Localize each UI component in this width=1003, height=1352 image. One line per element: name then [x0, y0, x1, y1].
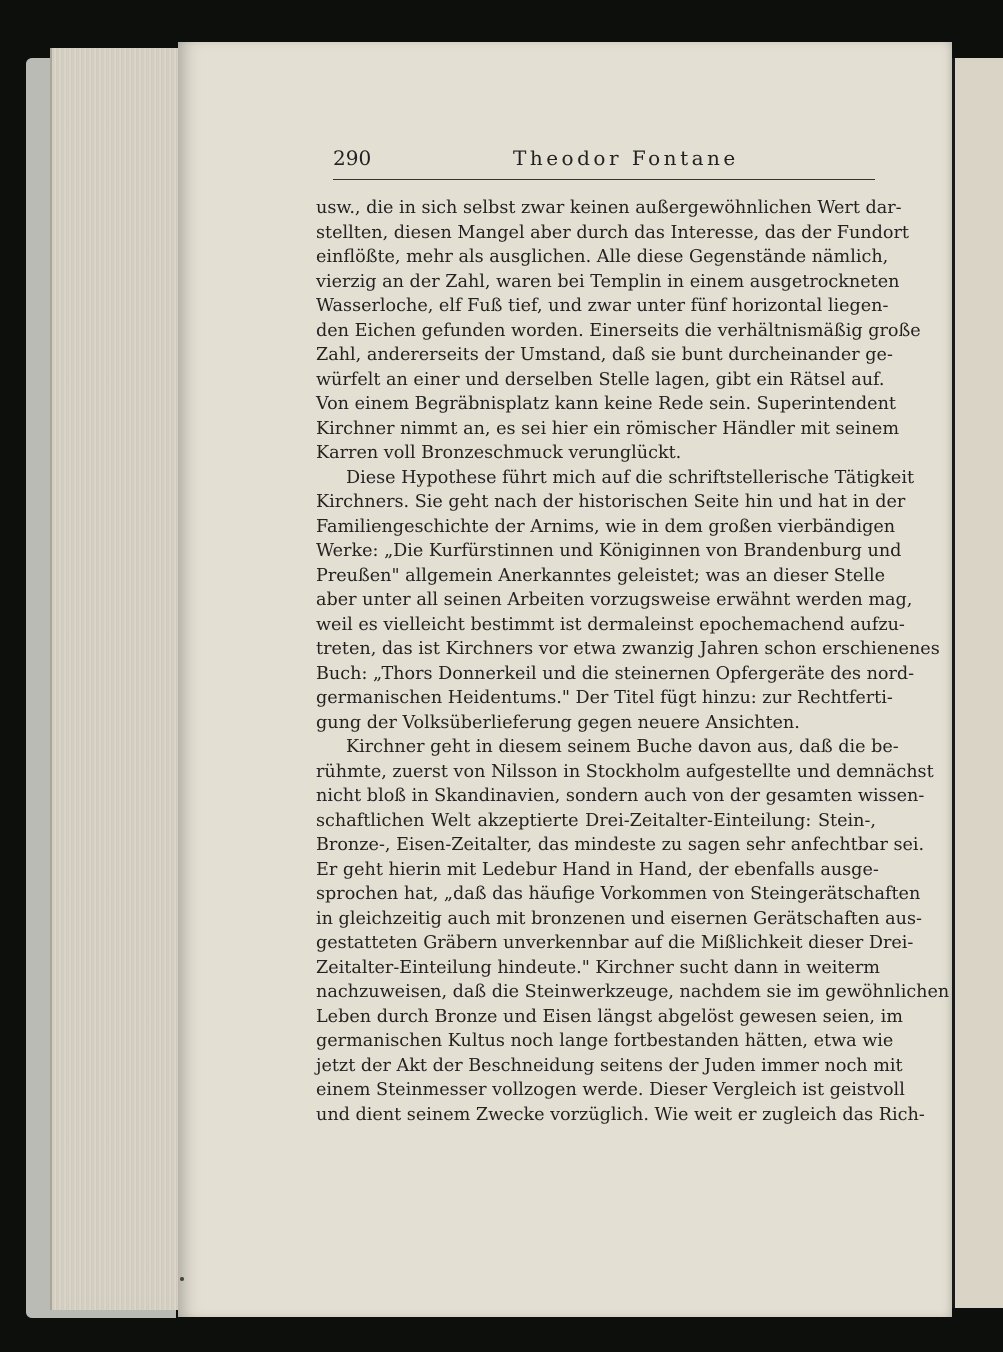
page-header — [333, 146, 875, 180]
text-line: Diese Hypothese führt mich auf die schriftstellerische Tätigkeit — [346, 467, 915, 488]
text-line: würfelt an einer und derselben Stelle lagen, gibt ein Rätsel auf. — [316, 369, 885, 390]
text-line: Werke: „Die Kurfürstinnen und Königinnen von Brandenburg und — [316, 541, 902, 561]
text-line: Karren voll Bronzeschmuck verunglückt. — [316, 443, 682, 463]
text-line: aber unter all seinen Arbeiten vorzugsweise erwähnt werden mag, — [316, 590, 913, 610]
text-line: Kirchner nimmt an, es sei hier ein römischer Händler mit seinem — [316, 418, 900, 439]
text-line: nachzuweisen, daß die Steinwerkzeuge, nachdem sie im gewöhnlichen — [316, 982, 950, 1002]
text-line: einflößte, mehr als ausglichen. Alle diese Gegenstände nämlich, — [316, 247, 889, 267]
text-line: und dient seinem Zwecke vorzüglich. Wie weit er zugleich das Rich- — [316, 1104, 925, 1125]
text-line: schaftlichen Welt akzeptierte Drei-Zeitalter-Einteilung: Stein-, — [316, 810, 876, 831]
text-line: den Eichen gefunden worden. Einerseits die verhältnismäßig große — [316, 320, 921, 341]
running-title: Theodor Fontane — [513, 146, 739, 170]
text-line: jetzt der Akt der Beschneidung seitens der Juden immer noch mit — [316, 1055, 903, 1076]
text-line: Von einem Begräbnisplatz kann keine Rede sein. Superintendent — [316, 394, 896, 414]
text-line: nicht bloß in Skandinavien, sondern auch von der gesamten wissen- — [316, 786, 925, 806]
text-line: germanischen Heidentums." Der Titel fügt hinzu: zur Rechtferti- — [316, 688, 893, 708]
text-line: sprochen hat, „daß das häufige Vorkommen von Steingerätschaften — [316, 884, 921, 904]
text-line: usw., die in sich selbst zwar keinen außergewöhnlichen Wert dar- — [316, 198, 902, 218]
text-line: germanischen Kultus noch lange fortbestanden hätten, etwa wie — [316, 1031, 894, 1051]
text-line: gestatteten Gräbern unverkennbar auf die Mißlichkeit dieser Drei- — [316, 933, 914, 953]
text-line: weil es vielleicht bestimmt ist dermaleinst epochemachend aufzu- — [316, 614, 905, 635]
text-line: Kirchners. Sie geht nach der historischen Seite hin und hat in der — [316, 492, 906, 512]
text-line: Zeitalter-Einteilung hindeute." Kirchner sucht dann in weiterm — [316, 957, 880, 978]
text-line: Zahl, andererseits der Umstand, daß sie bunt durcheinander ge- — [316, 345, 893, 365]
text-line: Preußen" allgemein Anerkanntes geleistet; was an dieser Stelle — [316, 565, 885, 586]
header-rule — [333, 179, 875, 180]
text-line: rühmte, zuerst von Nilsson in Stockholm aufgestellte und demnächst — [316, 761, 934, 782]
text-line: Buch: „Thors Donnerkeil und die steinernen Opfergeräte des nord- — [316, 663, 915, 684]
text-line: Familiengeschichte der Arnims, wie in dem großen vierbändigen — [316, 516, 896, 537]
margin-mark — [180, 1277, 184, 1281]
text-line: in gleichzeitig auch mit bronzenen und eisernen Gerätschaften aus- — [316, 908, 922, 929]
page-number: 290 — [333, 146, 372, 170]
text-line: Wasserloche, elf Fuß tief, und zwar unter fünf horizontal liegen- — [316, 296, 889, 316]
text-line: Kirchner geht in diesem seinem Buche davon aus, daß die be- — [346, 737, 899, 757]
text-line: Bronze-, Eisen-Zeitalter, das mindeste zu sagen sehr anfechtbar sei. — [316, 835, 925, 855]
text-line: Er geht hierin mit Ledebur Hand in Hand, der ebenfalls ausge- — [316, 859, 879, 880]
text-line: vierzig an der Zahl, waren bei Templin in einem ausgetrockneten — [316, 271, 900, 292]
text-line: gung der Volksüberlieferung gegen neuere Ansichten. — [316, 712, 800, 733]
facing-page-edge — [952, 58, 1003, 1308]
text-line: treten, das ist Kirchners vor etwa zwanzig Jahren schon erschienenes — [316, 639, 940, 659]
text-line: stellten, diesen Mangel aber durch das Interesse, das der Fundort — [316, 222, 909, 243]
text-line: Leben durch Bronze und Eisen längst abgelöst gewesen seien, im — [316, 1006, 903, 1027]
body-text — [316, 196, 950, 1127]
page-stack-edge — [50, 48, 187, 1310]
text-line: einem Steinmesser vollzogen werde. Dieser Vergleich ist geistvoll — [316, 1080, 905, 1100]
